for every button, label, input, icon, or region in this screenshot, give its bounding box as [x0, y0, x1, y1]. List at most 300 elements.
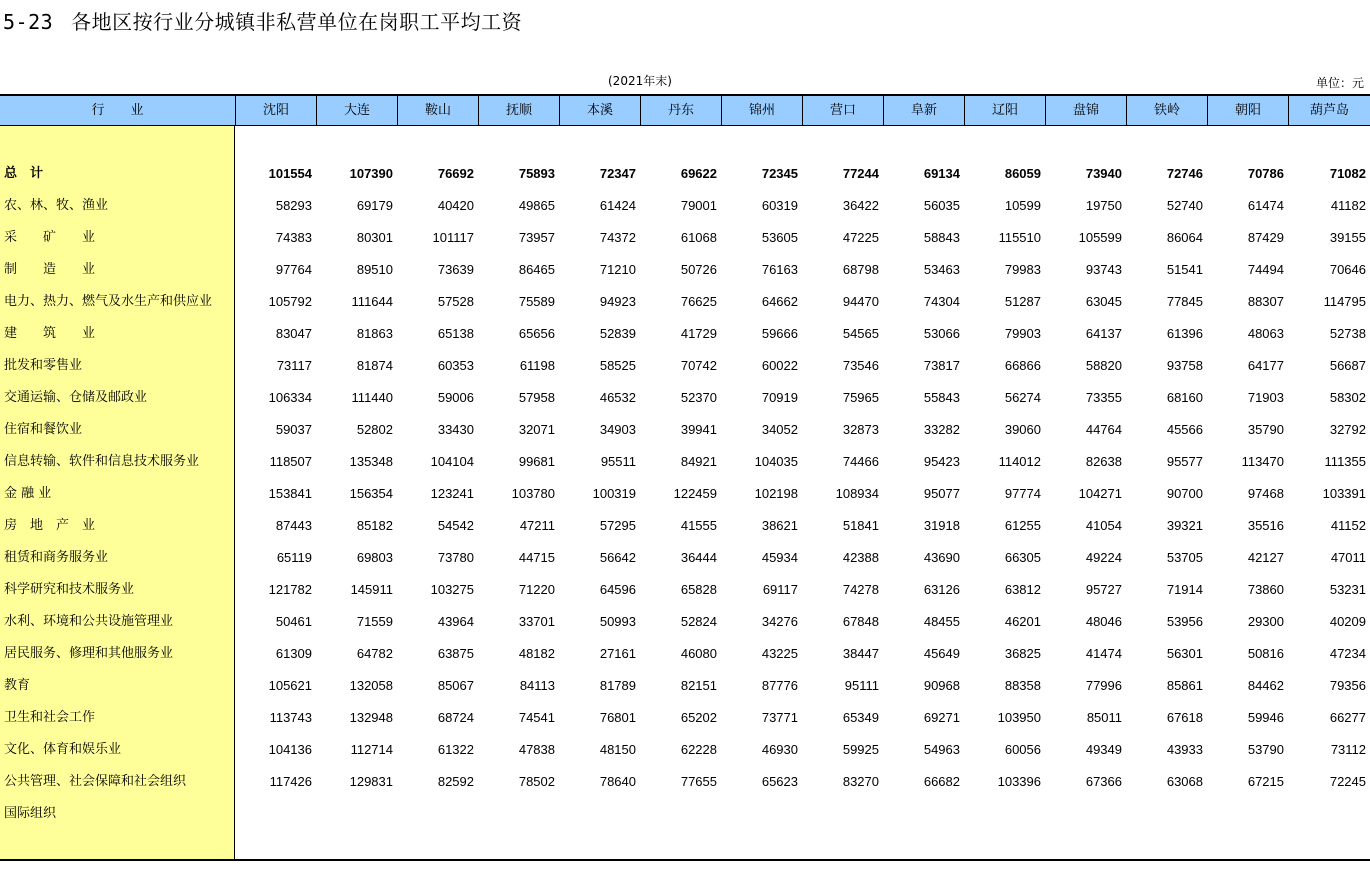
table-cell: 60056	[1004, 742, 1041, 757]
table-cell: 50816	[1247, 646, 1284, 661]
table-cell: 97468	[1247, 486, 1284, 501]
table-cell: 47011	[1330, 550, 1366, 565]
table-cell: 73940	[1085, 166, 1122, 181]
table-cell	[721, 798, 798, 830]
table-cell: 34276	[761, 614, 798, 629]
table-cell: 73860	[1247, 582, 1284, 597]
table-cell: 77845	[1166, 294, 1203, 309]
table-cell: 59037	[275, 422, 312, 437]
table-cell: 70646	[1329, 262, 1366, 277]
table-cell: 77996	[1085, 678, 1122, 693]
table-cell	[478, 798, 555, 830]
table-cell: 34903	[599, 422, 636, 437]
table-cell: 48046	[1085, 614, 1122, 629]
table-cell: 54565	[842, 326, 879, 341]
table-cell: 32071	[518, 422, 555, 437]
table-cell: 74372	[599, 230, 636, 245]
table-row	[0, 414, 1370, 446]
table-cell: 70742	[680, 358, 717, 373]
table-cell: 41054	[1085, 518, 1122, 533]
table-cell: 73639	[437, 262, 474, 277]
row-label: 信息转输、软件和信息技术服务业	[4, 454, 200, 469]
table-cell	[964, 798, 1041, 830]
table-cell: 61322	[437, 742, 474, 757]
table-cell: 31918	[923, 518, 960, 533]
table-cell: 66866	[1004, 358, 1041, 373]
table-cell: 49865	[518, 198, 555, 213]
table-cell: 40420	[437, 198, 474, 213]
table-cell: 103275	[430, 582, 474, 597]
table-cell: 113470	[1241, 454, 1284, 469]
table-cell: 60319	[761, 198, 798, 213]
table-cell: 41182	[1330, 198, 1366, 213]
table-cell: 32792	[1329, 422, 1366, 437]
table-row	[0, 702, 1370, 734]
row-label: 公共管理、社会保障和社会组织	[4, 774, 187, 789]
table-cell: 78640	[599, 774, 636, 789]
table-cell	[802, 798, 879, 830]
table-cell: 44764	[1085, 422, 1122, 437]
row-label: 租赁和商务服务业	[4, 550, 109, 565]
table-cell: 95111	[844, 678, 879, 693]
row-label: 总 计	[4, 166, 44, 181]
header-city: 抚顺	[478, 96, 559, 126]
table-cell: 73355	[1085, 390, 1122, 405]
table-cell: 111355	[1324, 454, 1366, 469]
table-cell: 81789	[599, 678, 636, 693]
table-cell: 99681	[518, 454, 555, 469]
table-cell: 45566	[1166, 422, 1203, 437]
table-cell: 47211	[519, 518, 555, 533]
header-city: 朝阳	[1207, 96, 1288, 126]
table-cell: 76692	[437, 166, 474, 181]
table-cell: 41729	[680, 326, 717, 341]
table-cell	[1288, 798, 1366, 830]
table-cell: 62228	[680, 742, 717, 757]
table-cell: 68724	[437, 710, 474, 725]
header-industry: 行业	[91, 103, 170, 118]
table-cell: 115510	[998, 230, 1041, 245]
table-cell: 77655	[680, 774, 717, 789]
row-label: 电力、热力、燃气及水生产和供应业	[4, 294, 213, 309]
row-label: 采 矿 业	[4, 230, 96, 245]
table-cell: 75893	[518, 166, 555, 181]
table-cell: 50461	[275, 614, 312, 629]
table-cell: 33430	[437, 422, 474, 437]
table-cell: 101554	[268, 166, 312, 181]
table-cell: 65202	[680, 710, 717, 725]
table-cell: 41152	[1330, 518, 1366, 533]
table-cell: 105599	[1078, 230, 1122, 245]
table-cell: 38447	[842, 646, 879, 661]
table-row	[0, 798, 1370, 830]
table-cell: 55843	[923, 390, 960, 405]
table-cell: 103950	[997, 710, 1041, 725]
table-cell: 49224	[1085, 550, 1122, 565]
table-cell: 117426	[269, 774, 312, 789]
table-cell: 81863	[356, 326, 393, 341]
table-cell: 101117	[432, 230, 474, 245]
table-cell: 19750	[1085, 198, 1122, 213]
table-cell: 42127	[1247, 550, 1284, 565]
table-cell: 65656	[518, 326, 555, 341]
table-cell: 41474	[1085, 646, 1122, 661]
table-row	[0, 158, 1370, 190]
table-cell: 132058	[349, 678, 393, 693]
table-cell: 88358	[1004, 678, 1041, 693]
table-cell: 65119	[276, 550, 312, 565]
table-cell: 65828	[680, 582, 717, 597]
table-cell: 45649	[923, 646, 960, 661]
table-cell: 107390	[349, 166, 393, 181]
row-label: 农、林、牧、渔业	[4, 198, 109, 213]
table-cell: 108934	[835, 486, 879, 501]
table-cell: 58843	[923, 230, 960, 245]
row-label: 教育	[4, 678, 31, 693]
table-cell: 52738	[1329, 326, 1366, 341]
table-cell: 114795	[1323, 294, 1366, 309]
table-cell: 58293	[275, 198, 312, 213]
table-cell: 59925	[842, 742, 879, 757]
table-cell: 60353	[437, 358, 474, 373]
table-cell: 73780	[437, 550, 474, 565]
table-cell: 73957	[518, 230, 555, 245]
table-cell: 70786	[1247, 166, 1284, 181]
table-row	[0, 286, 1370, 318]
table-cell: 63875	[437, 646, 474, 661]
table-cell: 69803	[356, 550, 393, 565]
table-cell: 104035	[754, 454, 798, 469]
header-city: 鞍山	[397, 96, 478, 126]
table-cell: 71220	[518, 582, 555, 597]
table-row	[0, 190, 1370, 222]
table-cell: 145911	[350, 582, 393, 597]
table-cell: 61396	[1166, 326, 1203, 341]
table-cell: 63126	[923, 582, 960, 597]
table-cell: 76625	[680, 294, 717, 309]
table-cell: 112714	[350, 742, 393, 757]
header-city: 营口	[802, 96, 883, 126]
table-cell: 102198	[754, 486, 798, 501]
table-cell: 52370	[680, 390, 717, 405]
table-cell: 69271	[923, 710, 960, 725]
table-cell: 90968	[923, 678, 960, 693]
table-cell: 48182	[518, 646, 555, 661]
table-cell: 59006	[437, 390, 474, 405]
table-cell: 52802	[356, 422, 393, 437]
table-cell: 118507	[269, 454, 312, 469]
table-row	[0, 254, 1370, 286]
table-row	[0, 766, 1370, 798]
row-label: 科学研究和技术服务业	[4, 582, 135, 597]
table-cell: 34052	[761, 422, 798, 437]
header-city: 丹东	[640, 96, 721, 126]
table-cell: 52740	[1166, 198, 1203, 213]
table-cell: 27161	[599, 646, 636, 661]
table-row	[0, 222, 1370, 254]
table-cell: 111440	[351, 390, 393, 405]
table-cell: 39155	[1329, 230, 1366, 245]
table-row	[0, 510, 1370, 542]
table-cell: 48150	[599, 742, 636, 757]
table-cell: 66277	[1329, 710, 1366, 725]
table-cell: 67366	[1085, 774, 1122, 789]
table-cell: 73112	[1330, 742, 1366, 757]
unit-label: 单位：元	[1315, 76, 1364, 90]
table-header	[0, 94, 1370, 126]
table-cell: 69622	[680, 166, 717, 181]
header-city: 本溪	[559, 96, 640, 126]
table-cell: 41555	[680, 518, 717, 533]
table-cell: 94923	[599, 294, 636, 309]
table-cell: 72245	[1329, 774, 1366, 789]
table-cell: 104136	[268, 742, 312, 757]
table-cell: 123241	[430, 486, 474, 501]
table-cell: 89510	[356, 262, 393, 277]
table-cell: 40209	[1329, 614, 1366, 629]
table-cell: 43225	[761, 646, 798, 661]
table-cell: 61198	[519, 358, 555, 373]
table-cell: 29300	[1247, 614, 1284, 629]
table-row	[0, 318, 1370, 350]
table-cell: 53605	[761, 230, 798, 245]
table-cell: 85011	[1086, 710, 1122, 725]
row-label: 文化、体育和娱乐业	[4, 742, 122, 757]
table-cell: 56687	[1329, 358, 1366, 373]
table-cell: 87776	[761, 678, 798, 693]
table-cell: 54963	[923, 742, 960, 757]
table-cell: 85067	[437, 678, 474, 693]
table-cell: 52824	[680, 614, 717, 629]
table-cell: 61309	[275, 646, 312, 661]
table-cell: 66682	[923, 774, 960, 789]
table-cell: 76801	[599, 710, 636, 725]
table-cell: 82638	[1085, 454, 1122, 469]
table-cell: 100319	[592, 486, 636, 501]
table-cell: 103780	[511, 486, 555, 501]
table-cell: 61474	[1247, 198, 1284, 213]
table-cell: 35516	[1247, 518, 1284, 533]
table-row	[0, 670, 1370, 702]
table-cell: 46532	[599, 390, 636, 405]
table-cell: 71903	[1247, 390, 1284, 405]
table-cell: 59946	[1247, 710, 1284, 725]
table-cell	[640, 798, 717, 830]
row-label: 卫生和社会工作	[4, 710, 96, 725]
table-cell: 73817	[923, 358, 960, 373]
table-cell: 103396	[997, 774, 1041, 789]
table-cell: 63068	[1166, 774, 1203, 789]
table-cell: 104271	[1078, 486, 1122, 501]
table-cell: 56035	[923, 198, 960, 213]
table-cell: 39941	[680, 422, 717, 437]
table-cell: 71082	[1329, 166, 1366, 181]
table-cell: 65349	[842, 710, 879, 725]
table-cell: 95077	[923, 486, 960, 501]
table-cell: 74466	[842, 454, 879, 469]
header-city: 盘锦	[1045, 96, 1126, 126]
table-cell	[883, 798, 960, 830]
table-row	[0, 542, 1370, 574]
table-number: 5-23	[3, 10, 54, 34]
table-cell: 46930	[761, 742, 798, 757]
table-cell: 63045	[1085, 294, 1122, 309]
table-cell: 156354	[349, 486, 393, 501]
table-cell: 61424	[599, 198, 636, 213]
table-cell	[1045, 798, 1122, 830]
header-city: 大连	[316, 96, 397, 126]
table-cell: 80301	[356, 230, 393, 245]
table-cell: 64177	[1247, 358, 1284, 373]
table-cell: 50993	[599, 614, 636, 629]
table-cell: 88307	[1247, 294, 1284, 309]
table-cell	[1207, 798, 1284, 830]
header-city: 沈阳	[235, 96, 316, 126]
table-cell	[559, 798, 636, 830]
table-cell: 38621	[761, 518, 798, 533]
table-cell	[1126, 798, 1203, 830]
row-label: 水利、环境和公共设施管理业	[4, 614, 174, 629]
table-cell: 10599	[1004, 198, 1041, 213]
table-cell: 67215	[1247, 774, 1284, 789]
table-cell: 93743	[1085, 262, 1122, 277]
table-cell: 69179	[356, 198, 393, 213]
table-cell: 58302	[1329, 390, 1366, 405]
table-cell: 86465	[518, 262, 555, 277]
table-row	[0, 382, 1370, 414]
table-cell: 87443	[275, 518, 312, 533]
table-cell: 48063	[1247, 326, 1284, 341]
table-cell: 129831	[349, 774, 393, 789]
table-cell: 82592	[437, 774, 474, 789]
table-row	[0, 446, 1370, 478]
table-cell: 72746	[1166, 166, 1203, 181]
table-cell: 122459	[673, 486, 717, 501]
table-cell: 74541	[518, 710, 555, 725]
table-cell: 83047	[275, 326, 312, 341]
table-row	[0, 606, 1370, 638]
table-cell: 76163	[761, 262, 798, 277]
table-cell	[235, 798, 312, 830]
table-cell: 105621	[268, 678, 312, 693]
table-cell: 70919	[761, 390, 798, 405]
row-label: 批发和零售业	[4, 358, 83, 373]
table-cell: 81874	[356, 358, 393, 373]
table-cell: 75589	[518, 294, 555, 309]
table-cell: 79001	[680, 198, 717, 213]
table-cell: 75965	[842, 390, 879, 405]
table-cell	[316, 798, 393, 830]
table-cell: 36825	[1004, 646, 1041, 661]
table-cell: 54542	[437, 518, 474, 533]
table-cell: 85861	[1166, 678, 1203, 693]
table-cell: 53463	[923, 262, 960, 277]
table-cell: 71559	[356, 614, 393, 629]
table-cell: 57958	[518, 390, 555, 405]
table-cell: 58525	[599, 358, 636, 373]
table-cell: 53790	[1247, 742, 1284, 757]
header-city: 辽阳	[964, 96, 1045, 126]
table-cell: 84113	[519, 678, 555, 693]
table-cell: 66305	[1004, 550, 1041, 565]
table-cell: 71210	[599, 262, 636, 277]
table-row	[0, 478, 1370, 510]
table-cell: 153841	[268, 486, 312, 501]
table-cell: 86064	[1166, 230, 1203, 245]
table-cell: 43690	[923, 550, 960, 565]
table-cell: 45934	[761, 550, 798, 565]
table-cell: 67848	[842, 614, 879, 629]
row-label: 交通运输、仓储及邮政业	[4, 390, 148, 405]
table-cell: 64662	[761, 294, 798, 309]
row-label: 制 造 业	[4, 262, 96, 277]
row-label: 房 地 产 业	[4, 518, 96, 533]
table-cell: 36422	[842, 198, 879, 213]
table-cell: 39321	[1166, 518, 1203, 533]
table-cell: 94470	[842, 294, 879, 309]
table-cell: 56274	[1004, 390, 1041, 405]
table-cell: 85182	[356, 518, 393, 533]
table-row	[0, 734, 1370, 766]
row-label: 国际组织	[4, 806, 57, 821]
table-cell: 93758	[1166, 358, 1203, 373]
table-cell: 71914	[1166, 582, 1203, 597]
header-city: 铁岭	[1126, 96, 1207, 126]
table-cell: 103391	[1322, 486, 1366, 501]
table-cell: 51541	[1166, 262, 1203, 277]
table-cell: 50726	[680, 262, 717, 277]
table-cell: 61255	[1004, 518, 1041, 533]
table-cell: 39060	[1004, 422, 1041, 437]
table-cell: 53956	[1166, 614, 1203, 629]
table-cell: 32873	[842, 422, 879, 437]
table-cell: 33701	[518, 614, 555, 629]
table-cell: 74304	[923, 294, 960, 309]
table-cell: 97774	[1004, 486, 1041, 501]
table-cell: 132948	[349, 710, 393, 725]
table-cell: 95727	[1085, 582, 1122, 597]
table-cell: 68798	[842, 262, 879, 277]
header-city: 锦州	[721, 96, 802, 126]
table-cell: 79903	[1004, 326, 1041, 341]
table-cell: 36444	[680, 550, 717, 565]
table-row	[0, 638, 1370, 670]
table-cell: 33282	[923, 422, 960, 437]
table-cell: 95577	[1166, 454, 1203, 469]
table-cell: 57295	[599, 518, 636, 533]
table-cell: 83270	[842, 774, 879, 789]
table-cell: 64782	[356, 646, 393, 661]
table-cell: 69134	[923, 166, 960, 181]
table-cell: 35790	[1247, 422, 1284, 437]
table-cell: 111644	[351, 294, 393, 309]
header-city: 葫芦岛	[1288, 96, 1370, 126]
table-cell: 63812	[1004, 582, 1041, 597]
table-cell: 106334	[268, 390, 312, 405]
table-cell: 95511	[600, 454, 636, 469]
table-cell: 82151	[680, 678, 717, 693]
table-cell: 74383	[275, 230, 312, 245]
table-cell: 114012	[998, 454, 1041, 469]
table-cell: 135348	[349, 454, 393, 469]
table-cell: 69117	[762, 582, 798, 597]
table-cell: 43933	[1166, 742, 1203, 757]
table-cell: 97764	[275, 262, 312, 277]
table-cell: 53231	[1329, 582, 1366, 597]
table-title: 各地区按行业分城镇非私营单位在岗职工平均工资	[71, 10, 523, 34]
table-cell: 46201	[1004, 614, 1041, 629]
table-cell: 48455	[923, 614, 960, 629]
